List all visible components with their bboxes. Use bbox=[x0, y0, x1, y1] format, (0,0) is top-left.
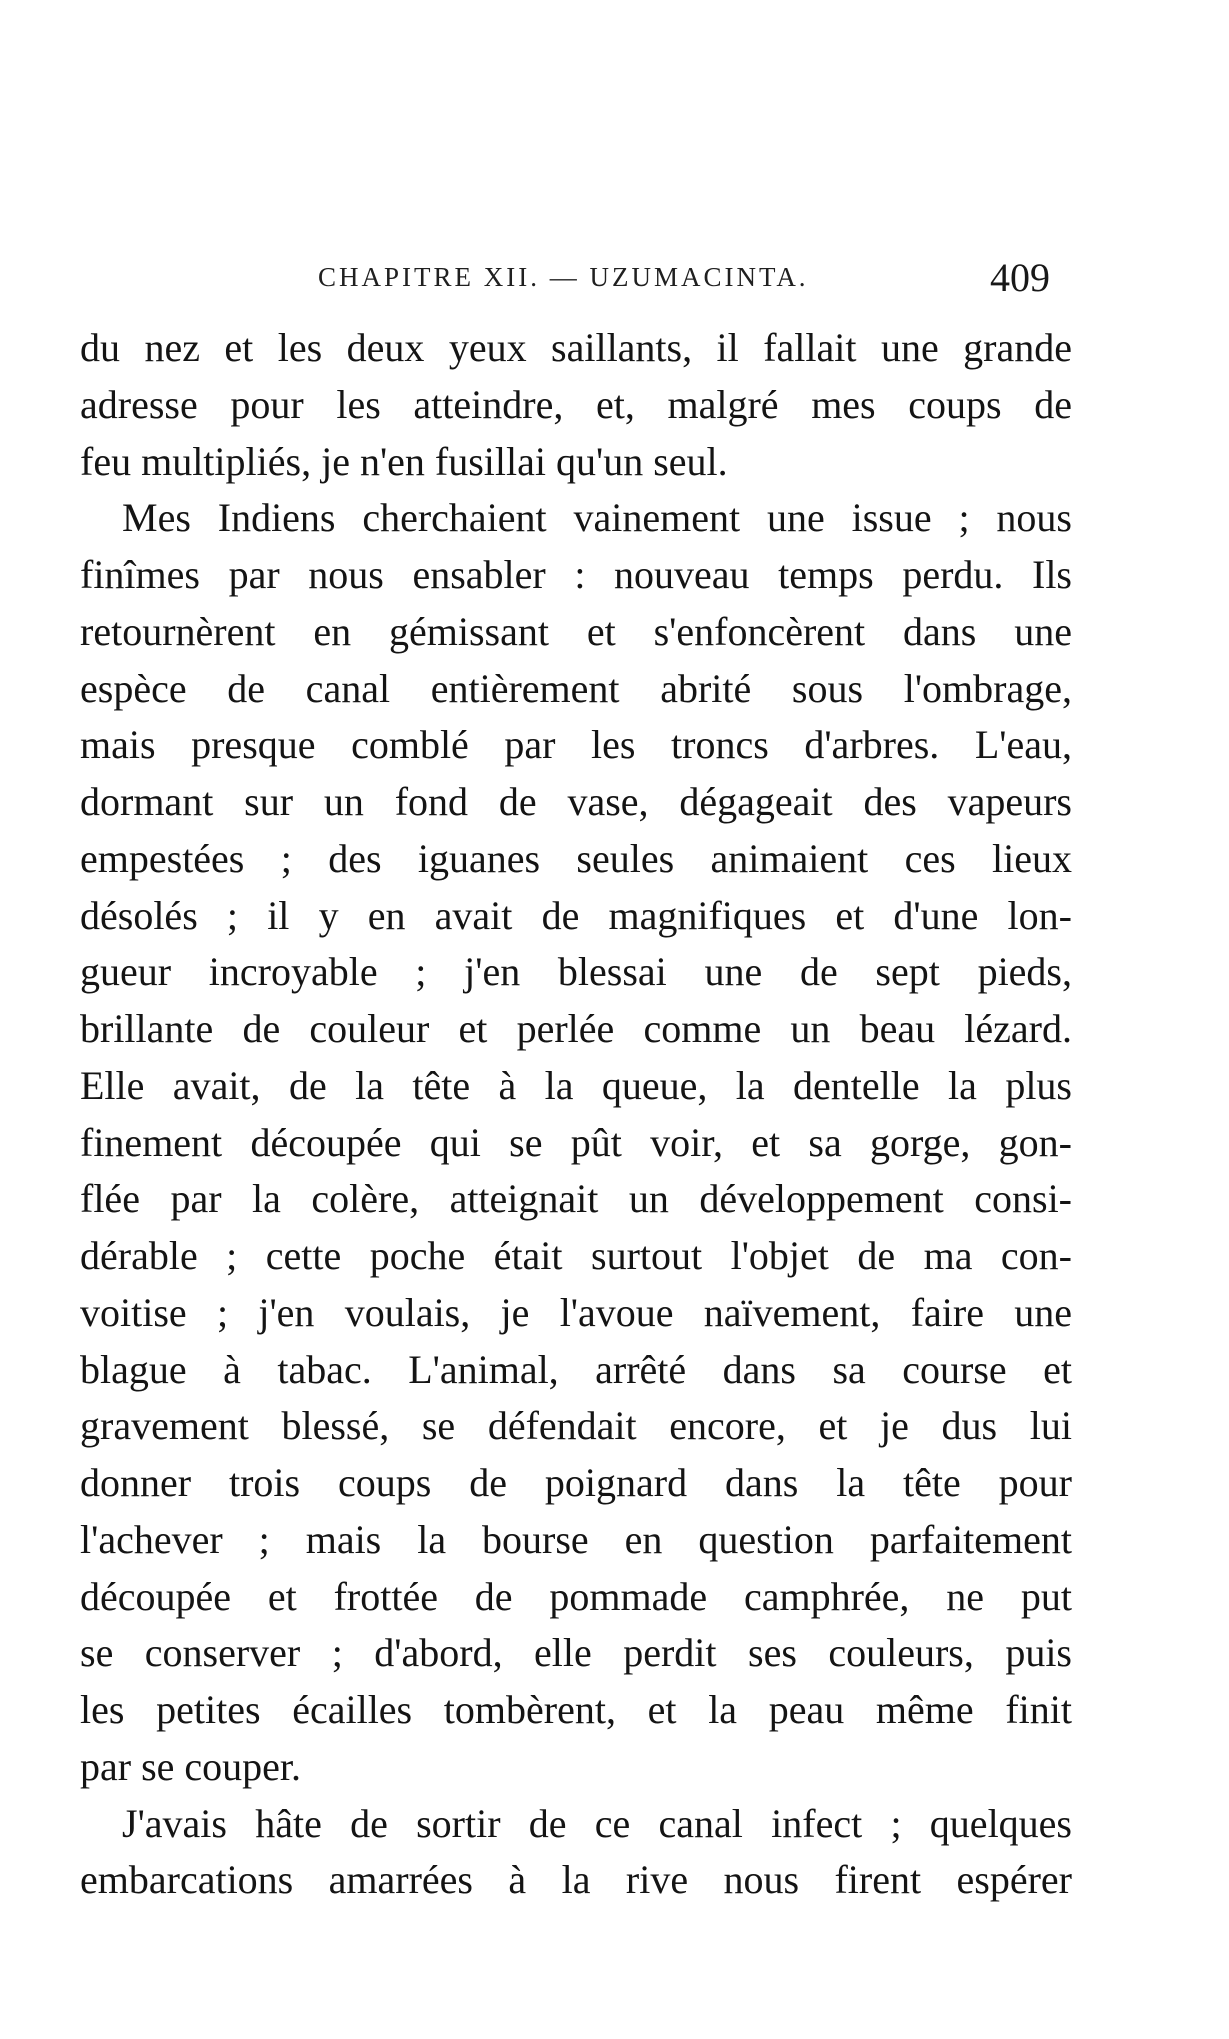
text-line: désolés ; il y en avait de magnifiques et d'une lon- bbox=[80, 892, 1072, 938]
text-line: se conserver ; d'abord, elle perdit ses couleurs, puis bbox=[80, 1630, 1072, 1676]
text-line: dérable ; cette poche était surtout l'objet de ma con- bbox=[80, 1233, 1072, 1278]
text-line: adresse pour les atteindre, et, malgré mes coups de bbox=[80, 381, 1072, 427]
text-line: donner trois coups de poignard dans la tête pour bbox=[80, 1460, 1072, 1505]
text-line: espèce de canal entièrement abrité sous l'ombrage, bbox=[80, 665, 1072, 711]
running-head: CHAPITRE XII. — UZUMACINTA. bbox=[318, 262, 809, 292]
text-line: mais presque comblé par les troncs d'arbres. L'eau, bbox=[80, 722, 1072, 768]
text-line: finement découpée qui se pût voir, et sa gorge, gon- bbox=[80, 1119, 1072, 1165]
text-line: gravement blessé, se défendait encore, et je dus lui bbox=[80, 1403, 1072, 1449]
text-line: empestées ; des iguanes seules animaient ces lieux bbox=[80, 835, 1072, 881]
text-line: du nez et les deux yeux saillants, il fallait une grande bbox=[80, 325, 1072, 370]
text-line: les petites écailles tombèrent, et la peau même finit bbox=[80, 1687, 1072, 1732]
text-line: embarcations amarrées à la rive nous firent espérer bbox=[80, 1857, 1072, 1903]
text-line: brillante de couleur et perlée comme un beau lézard. bbox=[80, 1006, 1072, 1051]
text-line: J'avais hâte de sortir de ce canal infect ; quelques bbox=[122, 1800, 1072, 1846]
text-line: retournèrent en gémissant et s'enfoncèrent dans une bbox=[80, 608, 1072, 654]
text-line: gueur incroyable ; j'en blessai une de sept pieds, bbox=[80, 949, 1072, 995]
text-line: Elle avait, de la tête à la queue, la dentelle la plus bbox=[80, 1062, 1072, 1108]
text-line: flée par la colère, atteignait un développement consi- bbox=[80, 1176, 1072, 1222]
text-line: Mes Indiens cherchaient vainement une issue ; nous bbox=[122, 495, 1072, 541]
text-line: voitise ; j'en voulais, je l'avoue naïvement, faire une bbox=[80, 1289, 1072, 1335]
page-number: 409 bbox=[990, 255, 1050, 300]
text-line: feu multipliés, je n'en fusillai qu'un seul. bbox=[80, 438, 728, 484]
text-line: par se couper. bbox=[80, 1743, 302, 1789]
body-text bbox=[80, 320, 1072, 1909]
text-line: découpée et frottée de pommade camphrée, ne put bbox=[80, 1573, 1072, 1619]
text-line: finîmes par nous ensabler : nouveau temps perdu. Ils bbox=[80, 552, 1072, 597]
text-line: l'achever ; mais la bourse en question parfaitement bbox=[80, 1516, 1072, 1562]
text-line: blague à tabac. L'animal, arrêté dans sa course et bbox=[80, 1346, 1072, 1392]
text-line: dormant sur un fond de vase, dégageait des vapeurs bbox=[80, 779, 1072, 824]
